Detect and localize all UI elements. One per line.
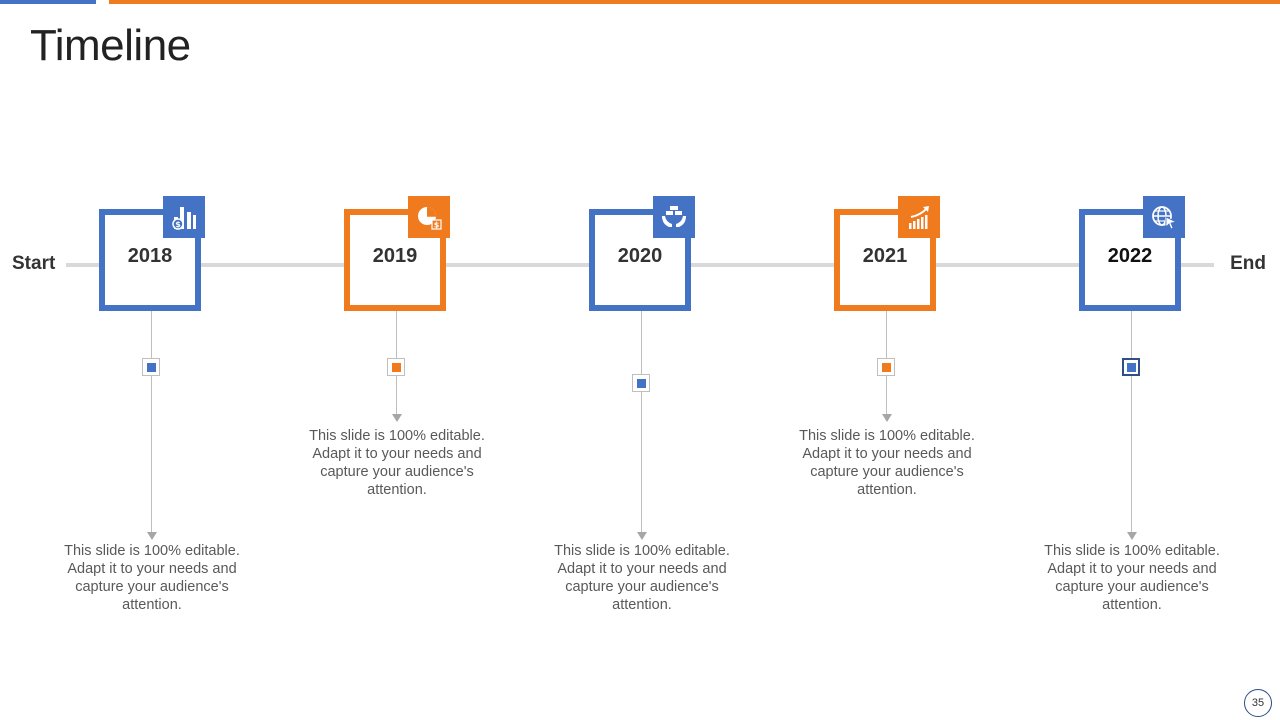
milestone-marker [632, 374, 650, 392]
milestone-marker [387, 358, 405, 376]
arrow-head [882, 414, 892, 422]
milestone-description: This slide is 100% editable. Adapt it to your needs and capture your audience's attention. [309, 428, 485, 498]
end-label: End [1230, 253, 1266, 274]
connector-line [641, 310, 642, 534]
top-accent-bar-orange [109, 0, 1280, 4]
year-label: 2022 [1107, 244, 1153, 267]
slide-title: Timeline [30, 21, 191, 70]
start-label: Start [12, 253, 56, 274]
milestone-description: This slide is 100% editable. Adapt it to your needs and capture your audience's attention. [554, 543, 730, 613]
globe-cursor-icon [1143, 196, 1185, 238]
arrow-head [1127, 532, 1137, 540]
growth-chart-arrow-icon [898, 196, 940, 238]
year-label: 2020 [617, 244, 663, 267]
svg-text:$: $ [433, 220, 440, 230]
milestone-description: This slide is 100% editable. Adapt it to your needs and capture your audience's attention. [1044, 543, 1220, 613]
page-number: 35 [1244, 689, 1272, 717]
milestone-marker [142, 358, 160, 376]
milestone-marker [877, 358, 895, 376]
arrow-head [392, 414, 402, 422]
top-accent-bar-blue [0, 0, 96, 4]
year-label: 2018 [127, 244, 173, 267]
year-label: 2021 [862, 244, 908, 267]
bar-chart-dollar-icon [163, 196, 205, 238]
milestone-description: This slide is 100% editable. Adapt it to your needs and capture your audience's attention. [799, 428, 975, 498]
milestone-description: This slide is 100% editable. Adapt it to your needs and capture your audience's attention. [64, 543, 240, 613]
connector-line [151, 310, 152, 534]
hands-gold-bars-icon [653, 196, 695, 238]
arrow-head [637, 532, 647, 540]
svg-text:$: $ [175, 220, 181, 229]
milestone-marker [1122, 358, 1140, 376]
pie-chart-dollar-icon [408, 196, 450, 238]
arrow-head [147, 532, 157, 540]
year-label: 2019 [372, 244, 418, 267]
connector-line [1131, 310, 1132, 534]
